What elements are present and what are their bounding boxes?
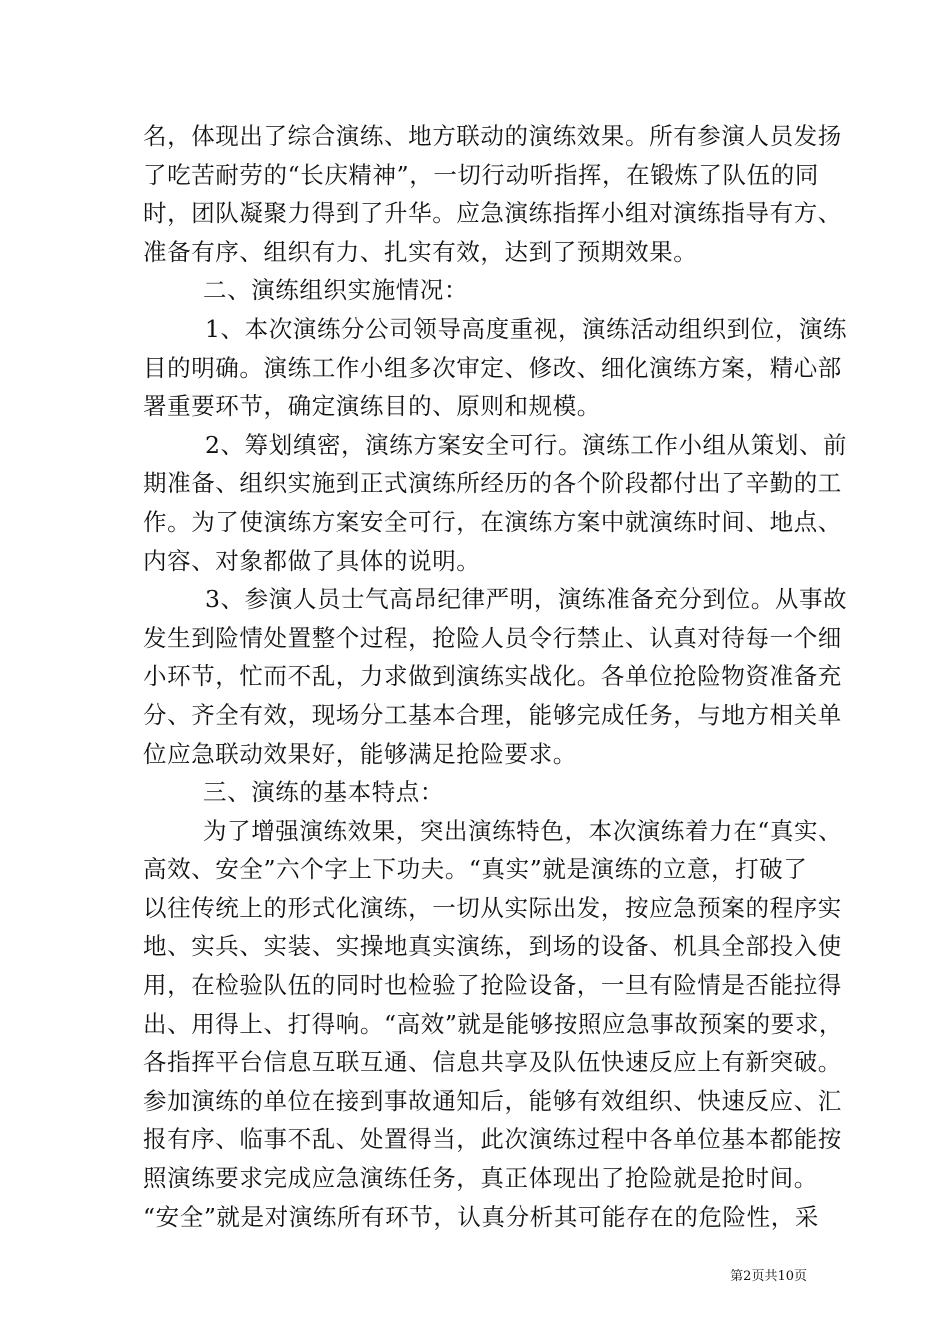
text-line: 用，在检验队伍的同时也检验了抢险设备，一旦有险情是否能拉得 [143, 971, 842, 1000]
text-line: 以往传统上的形式化演练，一切从实际出发，按应急预案的程序实 [143, 893, 842, 922]
text-line: 准备有序、组织有力、扎实有效，达到了预期效果。 [143, 237, 698, 266]
text-line: 期准备、组织实施到正式演练所经历的各个阶段都付出了辛勤的工 [143, 469, 842, 498]
page-number: 第2页共10页 [730, 1269, 807, 1284]
text-line: 作。为了使演练方案安全可行，在演练方案中就演练时间、地点、 [143, 507, 842, 536]
text-line: 名，体现出了综合演练、地方联动的演练效果。所有参演人员发扬 [143, 122, 842, 150]
section-heading: 二、演练组织实施情况： [203, 276, 469, 305]
text-line: 1、本次演练分公司领导高度重视，演练活动组织到位，演练 [205, 314, 848, 343]
text-line: 出、用得上、打得响。“高效”就是能够按照应急事故预案的要求， [143, 1009, 844, 1038]
text-line: 高效、安全”六个字上下功夫。“真实”就是演练的立意，打破了 [143, 855, 808, 884]
text-line: 内容、对象都做了具体的说明。 [143, 546, 481, 575]
text-line: “安全”就是对演练所有环节，认真分析其可能存在的危险性，采 [143, 1202, 819, 1231]
body-text [143, 117, 848, 1236]
text-line: 3、参演人员士气高昂纪律严明，演练准备充分到位。从事故 [205, 585, 848, 614]
section-heading: 三、演练的基本特点： [203, 778, 444, 807]
text-line: 分、齐全有效，现场分工基本合理，能够完成任务，与地方相关单 [143, 700, 842, 729]
text-line: 报有序、临事不乱、处置得当，此次演练过程中各单位基本都能按 [143, 1125, 842, 1154]
text-line: 目的明确。演练工作小组多次审定、修改、细化演练方案，精心部 [143, 353, 842, 382]
text-line: 了吃苦耐劳的“长庆精神”，一切行动听指挥，在锻炼了队伍的同 [143, 160, 819, 189]
text-line: 参加演练的单位在接到事故通知后，能够有效组织、快速反应、汇 [143, 1086, 842, 1115]
text-line: 2、筹划缜密，演练方案安全可行。演练工作小组从策划、前 [205, 430, 848, 459]
text-line: 照演练要求完成应急演练任务，真正体现出了抢险就是抢时间。 [143, 1164, 818, 1193]
text-line: 位应急联动效果好，能够满足抢险要求。 [143, 739, 577, 768]
text-line: 发生到险情处置整个过程，抢险人员令行禁止、认真对待每一个细 [143, 623, 842, 652]
text-line: 为了增强演练效果，突出演练特色，本次演练着力在“真实、 [203, 816, 843, 845]
text-line: 时，团队凝聚力得到了升华。应急演练指挥小组对演练指导有方、 [143, 199, 842, 228]
text-line: 地、实兵、实装、实操地真实演练，到场的设备、机具全部投入使 [143, 932, 842, 961]
text-line: 署重要环节，确定演练目的、原则和规模。 [143, 392, 601, 421]
text-line: 各指挥平台信息互联互通、信息共享及队伍快速反应上有新突破。 [143, 1048, 842, 1077]
text-line: 小环节，忙而不乱，力求做到演练实战化。各单位抢险物资准备充 [143, 662, 842, 691]
